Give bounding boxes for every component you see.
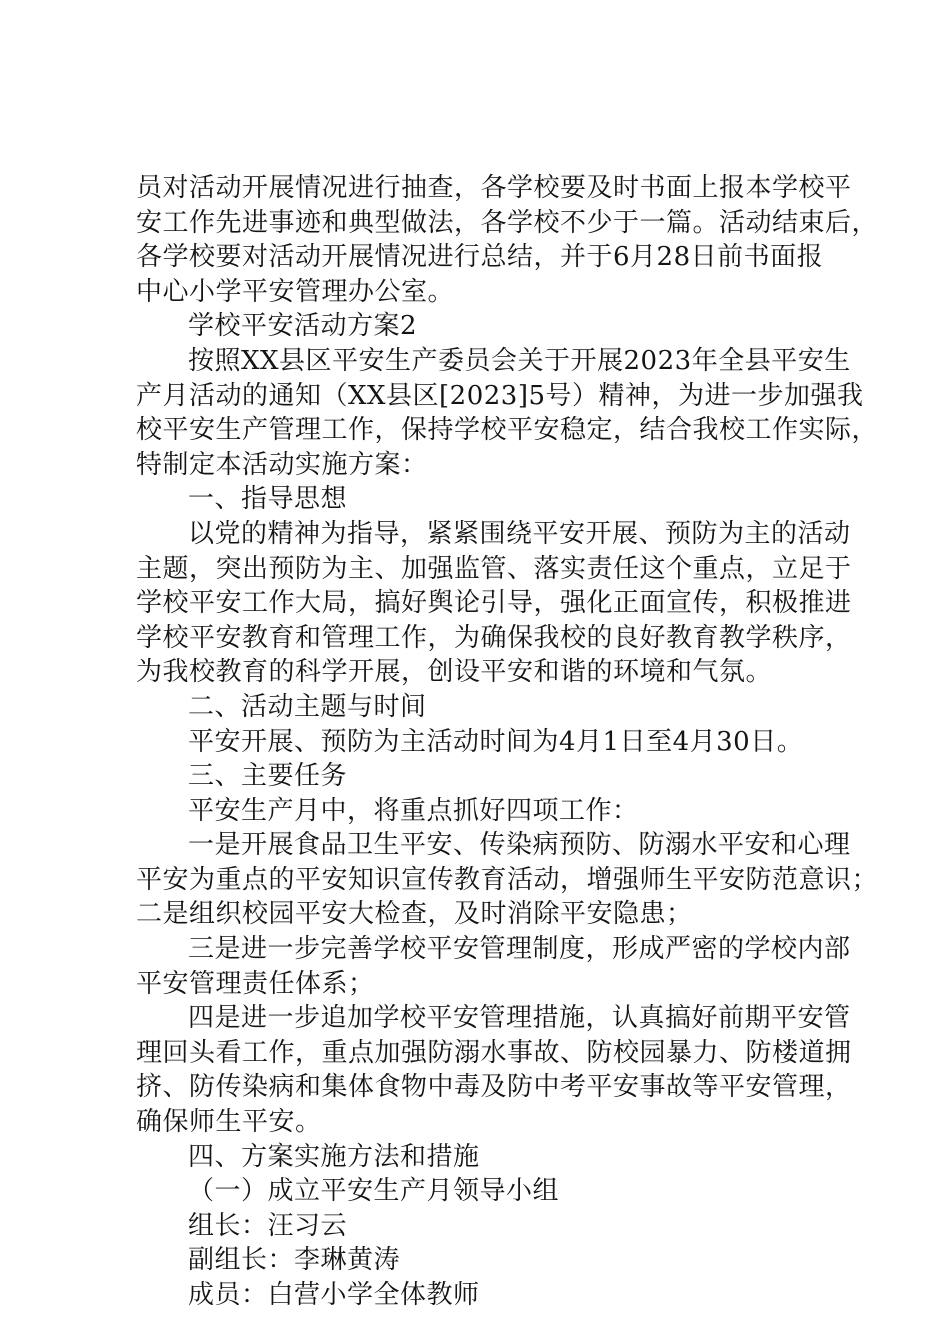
group-members: 成员：白营小学全体教师	[188, 1280, 480, 1310]
heading-implementation: 四、方案实施方法和措施	[188, 1141, 480, 1172]
text-line: 按照XX县区平安生产委员会关于开展2023年全县平安生	[188, 345, 851, 376]
text-line: 平安为重点的平安知识宣传教育活动，增强师生平安防范意识；	[136, 864, 879, 895]
text-line: 平安管理责任体系；	[136, 968, 375, 999]
text-line: 一是开展食品卫生平安、传染病预防、防溺水平安和心理	[188, 830, 851, 861]
text-line: 学校平安教育和管理工作，为确保我校的良好教育教学秩序，	[136, 622, 852, 653]
text-line: 三是进一步完善学校平安管理制度，形成严密的学校内部	[188, 934, 851, 965]
text-line: 确保师生平安。	[136, 1107, 322, 1138]
text-line: 学校平安工作大局，搞好舆论引导，强化正面宣传，积极推进	[136, 588, 852, 619]
heading-guiding-ideology: 一、指导思想	[188, 484, 348, 515]
text-line: 平安生产月中，将重点抓好四项工作：	[188, 795, 639, 826]
text-line: 挤、防传染病和集体食物中毒及防中考平安事故等平安管理，	[136, 1072, 852, 1103]
document-body	[136, 171, 879, 1313]
text-line: 产月活动的通知（XX县区[2023]5号）精神，为进一步加强我	[136, 380, 864, 411]
heading-main-tasks: 三、主要任务	[188, 761, 348, 792]
section-title: 学校平安活动方案2	[188, 311, 418, 342]
deputy-group-leader: 副组长：李琳黄涛	[188, 1245, 401, 1276]
text-line: 为我校教育的科学开展，创设平安和谐的环境和气氛。	[136, 657, 773, 688]
group-leader: 组长：汪习云	[188, 1210, 348, 1241]
text-line: 理回头看工作，重点加强防溺水事故、防校园暴力、防楼道拥	[136, 1037, 852, 1068]
text-line: 中心小学平安管理办公室。	[136, 276, 455, 307]
text-line: 平安开展、预防为主活动时间为4月1日至4月30日。	[188, 726, 804, 757]
heading-theme-time: 二、活动主题与时间	[188, 691, 427, 722]
text-line: 主题，突出预防为主、加强监管、落实责任这个重点，立足于	[136, 553, 852, 584]
text-line: 各学校要对活动开展情况进行总结，并于6月28日前书面报	[136, 242, 824, 273]
text-line: 校平安生产管理工作，保持学校平安稳定，结合我校工作实际，	[136, 415, 879, 446]
text-line: 以党的精神为指导，紧紧围绕平安开展、预防为主的活动	[188, 518, 851, 549]
text-line: 特制定本活动实施方案：	[136, 449, 428, 480]
text-line: 安工作先进事迹和典型做法，各学校不少于一篇。活动结束后，	[136, 207, 879, 238]
text-line: 员对活动开展情况进行抽查，各学校要及时书面上报本学校平	[136, 173, 852, 203]
text-line: 四是进一步追加学校平安管理措施，认真搞好前期平安管	[188, 1003, 851, 1034]
subheading-leadership-group: （一）成立平安生产月领导小组	[188, 1176, 560, 1207]
text-line: 二是组织校园平安大检查，及时消除平安隐患；	[136, 899, 693, 930]
